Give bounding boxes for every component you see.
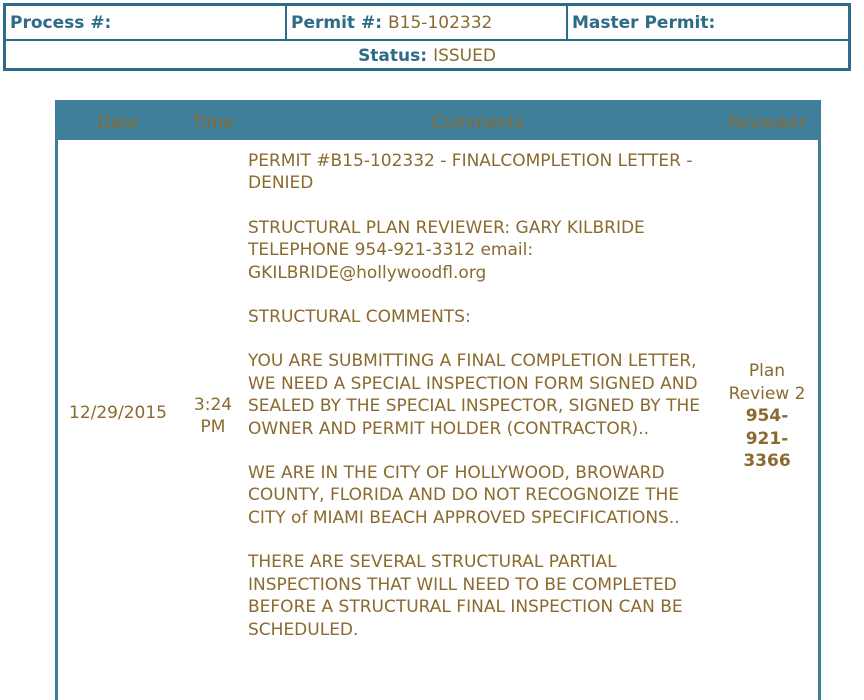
comment-paragraph-reviewer: STRUCTURAL PLAN REVIEWER: GARY KILBRIDE TELEPHONE 954-921-3312 email: GKILBRIDE@hollywoodfl.org — [248, 217, 645, 283]
comment-paragraph-partial-inspections: THERE ARE SEVERAL STRUCTURAL PARTIAL INSPECTIONS THAT WILL NEED TO BE COMPLETED BEFORE A STRUCTURAL FINAL INSPECTION CAN BE SCHEDULED. — [248, 552, 683, 640]
row-comments — [248, 150, 718, 663]
reviewer-name-line2: Review 2 — [728, 383, 806, 404]
master-permit-label: Master Permit: — [572, 12, 716, 33]
comment-paragraph-heading: STRUCTURAL COMMENTS: — [248, 307, 471, 328]
permit-number-cell — [287, 6, 568, 39]
reviewer-name-line1: Plan — [748, 361, 786, 381]
column-header-comments: Comments — [431, 113, 525, 133]
comment-paragraph-special-inspection: YOU ARE SUBMITTING A FINAL COMPLETION LETTER, WE NEED A SPECIAL INSPECTION FORM SIGNED AND SEALED BY THE SPECIAL INSPECTOR, SIGNED BY THE OWNER AND PERMIT HOLDER (CONTRACTOR).. — [248, 351, 701, 439]
permit-info-box — [3, 3, 851, 71]
row-time — [178, 394, 248, 438]
reviewer-phone-part1: 954- — [745, 406, 789, 426]
comment-paragraph-title: PERMIT #B15-102332 - FINALCOMPLETION LETTER - DENIED — [248, 151, 693, 194]
status-label: Status: — [358, 45, 428, 66]
row-time-period: PM — [200, 417, 226, 437]
status-value: ISSUED — [433, 45, 496, 66]
process-number-label: Process #: — [10, 12, 112, 33]
permit-info-row — [6, 6, 848, 41]
comments-table-header — [58, 103, 818, 140]
column-header-time: Time — [192, 113, 234, 133]
row-time-value: 3:24 — [193, 395, 233, 415]
comments-table — [55, 100, 821, 700]
master-permit-cell — [568, 6, 848, 39]
row-reviewer — [716, 360, 818, 473]
column-header-reviewer: Reviewer — [727, 113, 807, 133]
permit-number-value: B15-102332 — [388, 12, 493, 33]
row-date: 12/29/2015 — [69, 403, 167, 423]
reviewer-phone-part3: 3366 — [743, 451, 791, 471]
permit-number-label: Permit #: — [291, 12, 383, 33]
status-row — [6, 41, 848, 70]
process-number-cell — [6, 6, 287, 39]
comment-paragraph-jurisdiction: WE ARE IN THE CITY OF HOLLYWOOD, BROWARD COUNTY, FLORIDA AND DO NOT RECOGNOIZE THE CITY of MIAMI BEACH APPROVED SPECIFICATIONS.. — [248, 463, 680, 528]
reviewer-phone-part2: 921- — [745, 428, 789, 449]
column-header-date: Date — [97, 113, 139, 133]
